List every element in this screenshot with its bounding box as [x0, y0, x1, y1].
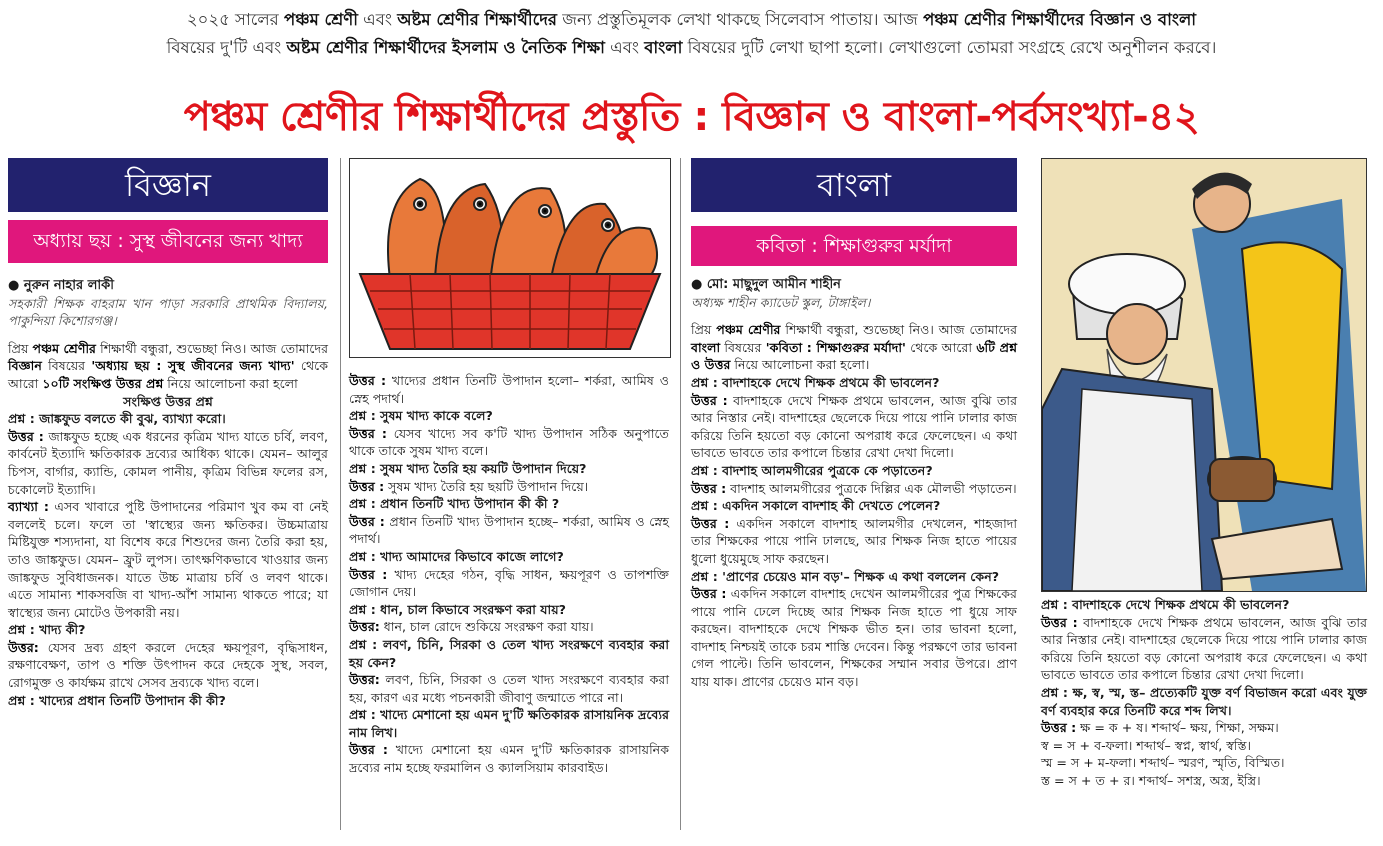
question: প্রশ্ন : খাদ্য আমাদের কিভাবে কাজে লাগে?	[349, 548, 564, 564]
answer-text: সুষম খাদ্য তৈরি হয় ছয়টি উপাদান দিয়ে।	[384, 478, 589, 494]
answer	[349, 372, 669, 407]
question: প্রশ্ন : জাঙ্কফুড বলতে কী বুঝ, ব্যাখ্যা করো।	[8, 411, 226, 427]
answer-text: খাদ্যে মেশানো হয় এমন দু'টি ক্ষতিকারক রাসায়নিক দ্রব্যের নাম হচ্ছে ফরমালিন ও ক্যালসিয়াম কারবাইড।	[349, 742, 670, 776]
text: থেকে আরো	[8, 358, 329, 391]
answer-text: ক্ষ = ক + ষ। শব্দার্থ– ক্ষয়, শিক্ষা, সক্ষম।	[1076, 720, 1279, 736]
text: শিক্ষার্থী বন্ধুরা, শুভেচ্ছা নিও। আজ তোমাদের	[95, 340, 329, 356]
bold: 'অধ্যায় ছয় : সুস্থ জীবনের জন্য খাদ্য'	[91, 358, 295, 374]
bold: বাংলা	[691, 339, 721, 355]
answer-label: উত্তর:	[8, 639, 39, 655]
intro-text-part: এবং	[357, 10, 398, 29]
text: বিষয়ের	[720, 339, 766, 355]
fish-basket-illustration	[349, 158, 671, 358]
answer	[349, 618, 669, 636]
answer-text: লবণ, চিনি, সিরকা ও তেল খাদ্য সংরক্ষণে ব্যবহার করা হয়, কারণ এর মধ্যে পচনকারী জীবাণু জন্মাতে পারে না।	[349, 672, 669, 705]
text: প্রিয়	[691, 322, 717, 338]
answer-label: উত্তর :	[8, 428, 44, 444]
explanation	[8, 498, 328, 621]
answer	[349, 741, 669, 776]
answer-label: উত্তর :	[349, 513, 385, 529]
answer-text: একদিন সকালে বাদশাহ আলমগীর দেখলেন, শাহজাদা তার শিক্ষকের পায়ে পানি ঢালছে, আর শিক্ষক নিজ হাতে পায়ের ধুলো ধুয়েমুছে সাফ করছেন।	[691, 515, 1017, 566]
science-subhead: সংক্ষিপ্ত উত্তর প্রশ্ন	[123, 393, 213, 409]
answer-label: ব্যাখ্যা :	[8, 499, 49, 515]
bangla-affiliation: অধ্যক্ষ শাহীন ক্যাডেট স্কুল, টাঙ্গাইল।	[691, 294, 871, 310]
question: প্রশ্ন : খাদ্যের প্রধান তিনটি উপাদান কী কী?	[8, 692, 226, 708]
question: প্রশ্ন : ধান, চাল কিভাবে সংরক্ষণ করা যায়?	[349, 601, 566, 617]
science-affiliation: সহকারী শিক্ষক বাহরাম খান পাড়া সরকারি প্রাথমিক বিদ্যালয়, পাকুন্দিয়া কিশোরগঞ্জ।	[8, 295, 328, 329]
answer-label: উত্তর :	[1041, 614, 1078, 630]
intro-text-part: জন্য প্রস্তুতিমূলক লেখা থাকছে সিলেবাস পাতায়। আজ	[556, 10, 924, 29]
intro-bold: পঞ্চম শ্রেণীর শিক্ষার্থীদের বিজ্ঞান ও বাংলা	[923, 10, 1197, 29]
teacher-prince-icon	[1042, 159, 1366, 591]
answer-label: উত্তর:	[349, 619, 380, 635]
answer-label: উত্তর :	[691, 586, 727, 602]
question: প্রশ্ন : লবণ, চিনি, সিরকা ও তেল খাদ্য সংরক্ষণে ব্যবহার করা হয় কেন?	[349, 636, 669, 670]
answer-label: উত্তর :	[691, 480, 727, 496]
question: প্রশ্ন : সুষম খাদ্য কাকে বলে?	[349, 408, 493, 424]
question: প্রশ্ন : বাদশাহকে দেখে শিক্ষক প্রথমে কী ভাবলেন?	[1041, 597, 1290, 612]
bangla-column-continued	[1041, 596, 1367, 790]
teacher-illustration	[1041, 158, 1367, 592]
intro-text	[10, 6, 1373, 62]
question: প্রশ্ন : 'প্রাণের চেয়েও মান বড়'– শিক্ষক এ কথা বললেন কেন?	[691, 568, 1000, 584]
answer-text: জাঙ্কফুড হচ্ছে এক ধরনের কৃত্রিম খাদ্য যাতে চর্বি, লবণ, কার্বনেট ইত্যাদি ক্ষতিকারক দ্রব্যের আধিক্য থাকে। যেমন– আলুর চিপস, বার্গার, ক্যান্ডি, কোমল পানীয়, কৃত্রিম বিভিন্ন ফলের রস, চকোলেট ইত্যাদি।	[8, 428, 329, 497]
intro-bold: পঞ্চম শ্রেণী	[284, 10, 358, 29]
science-author: ● নুরুন নাহার লাকী	[8, 278, 114, 293]
answer	[349, 671, 669, 706]
answer-label: উত্তর :	[349, 742, 388, 758]
bangla-poem: কবিতা : শিক্ষাগুরুর মর্যাদা	[691, 226, 1017, 266]
answer-label: উত্তর :	[349, 566, 388, 582]
science-intro	[8, 340, 328, 393]
answer-text: খাদ্য দেহের গঠন, বৃদ্ধি সাধন, ক্ষয়পূরণ ও তাপশক্তি জোগান দেয়।	[349, 566, 669, 600]
answer-label: উত্তর :	[349, 373, 387, 388]
intro-text-part: ২০২৫ সালের	[186, 10, 284, 29]
answer	[691, 515, 1017, 568]
science-title: বিজ্ঞান	[8, 158, 328, 212]
question: প্রশ্ন : প্রধান তিনটি খাদ্য উপাদান কী কী ?	[349, 496, 560, 512]
answer-text: একদিন সকালে বাদশাহ দেখেন আলমগীরের পুত্র শিক্ষকের পায়ে পানি ঢেলে দিচ্ছে আর শিক্ষক নিজ হাতে পা ধুয়ে সাফ করছেন। বাদশাহকে দেখে শিক্ষক ভীত হন। তার ভাবনা হলো, বাদশাহ নিশ্চয়ই তাকে চরম শাস্তি দেবেন। কিন্তু পরক্ষণে তার ভাবনা গেল পাল্টে। তিনি ভাবলেন, শিক্ষকের সম্মান সবার উপরে। প্রাণ যায় যাক। প্রাণের চেয়েও মান বড়।	[691, 586, 1017, 690]
answer	[349, 513, 669, 548]
answer	[691, 480, 1017, 498]
science-column-continued	[349, 372, 669, 777]
page-headline: পঞ্চম শ্রেণীর শিক্ষার্থীদের প্রস্তুতি : বিজ্ঞান ও বাংলা-পর্বসংখ্যা-৪২	[183, 94, 1200, 140]
answer	[349, 425, 669, 460]
answer-text: প্রধান তিনটি খাদ্য উপাদান হচ্ছে– শর্করা, আমিষ ও স্নেহ পদার্থ।	[349, 513, 669, 547]
text: নিয়ে আলোচনা করা হলো	[163, 375, 298, 391]
question: প্রশ্ন : বাদশাহকে দেখে শিক্ষক প্রথমে কী ভাবলেন?	[691, 374, 940, 390]
bold: পঞ্চম শ্রেণীর	[716, 322, 781, 338]
answer	[349, 478, 669, 496]
question: প্রশ্ন : একদিন সকালে বাদশাহ কী দেখতে পেলেন?	[691, 498, 941, 514]
bold: পঞ্চম শ্রেণীর	[32, 340, 96, 356]
answer-label: উত্তর :	[1041, 720, 1077, 736]
intro-text-part: বিষয়ের দুটি লেখা ছাপা হলো। লেখাগুলো তোমরা সংগ্রহে রেখে অনুশীলন করবে।	[682, 38, 1217, 57]
science-column	[8, 158, 328, 709]
answer-text: যেসব দ্রব্য গ্রহণ করলে দেহের ক্ষয়পূরণ, বৃদ্ধিসাধন, রক্ষণাবেক্ষণ, তাপ ও শক্তি উৎপাদন করে দেহকে সুস্থ, সবল, রোগমুক্ত ও কার্যক্ষম রাখে সেসব দ্রব্যকে খাদ্য বলে।	[8, 639, 328, 691]
answer	[691, 585, 1017, 691]
science-chapter: অধ্যায় ছয় : সুস্থ জীবনের জন্য খাদ্য	[8, 220, 328, 263]
text: বিষয়ের	[41, 358, 92, 374]
answer-text: খাদ্যের প্রধান তিনটি উপাদান হলো– শর্করা, আমিষ ও স্নেহ পদার্থ।	[349, 373, 670, 406]
bangla-author: ● মো: মাছুদুল আমীন শাহীন	[691, 277, 841, 292]
bangla-title: বাংলা	[691, 158, 1017, 212]
answer	[1041, 719, 1367, 737]
intro-text-part: বিষয়ের দু'টি এবং	[166, 38, 287, 57]
answer-text: বাদশাহকে দেখে শিক্ষক প্রথমে ভাবলেন, আজ বুঝি তার আর নিস্তার নেই। বাদশাহের ছেলেকে দিয়ে পায়ে পানি ঢালার কাজ করিয়ে তিনি হয়তো বড় কোনো অপরাধ করে ফেলেছেন। এ কথা ভাবতে ভাবতে তার কপালে চিন্তার রেখা দেখা দিলো।	[1041, 614, 1368, 683]
answer-line: স্ব = স + ব-ফলা। শব্দার্থ– স্বপ্ন, স্বার্থ, স্বস্তি।	[1041, 737, 1252, 753]
answer-text: বাদশাহকে দেখে শিক্ষক প্রথমে ভাবলেন, আজ বুঝি তার আর নিস্তার নেই। বাদশাহের ছেলেকে দিয়ে পায়ে পানি ঢালার কাজ করিয়ে তিনি হয়তো বড় কোনো অপরাধ করে ফেলেছেন। এ কথা ভাবতে ভাবতে তার কপালে চিন্তার রেখা দেখা দিলো।	[691, 392, 1018, 461]
intro-text-part: এবং	[604, 38, 645, 57]
answer-label: উত্তর :	[349, 425, 387, 441]
answer-label: উত্তর :	[691, 392, 728, 408]
answer-line: স্ম = স + ম-ফলা। শব্দার্থ– স্মরণ, স্মৃতি, বিস্মিত।	[1041, 755, 1285, 771]
question: প্রশ্ন : খাদ্য কী?	[8, 622, 86, 638]
text: নিয়ে আলোচনা করা হলো।	[730, 357, 870, 373]
intro-bold: বাংলা	[644, 38, 683, 57]
text: শিক্ষার্থী বন্ধুরা, শুভেচ্ছা নিও। আজ তোমাদের	[780, 322, 1018, 338]
answer-text: যেসব খাদ্যে সব ক'টি খাদ্য উপাদান সঠিক অনুপাতে থাকে তাকে সুষম খাদ্য বলে।	[349, 425, 669, 459]
question: প্রশ্ন : ক্ষ, স্ব, স্ম, স্ত– প্রত্যেকটি যুক্ত বর্ণ বিভাজন করো এবং যুক্ত বর্ণ ব্যবহার করে তিনটি করে শব্দ লিখ।	[1041, 684, 1367, 718]
answer-text: এসব খাবারে পুষ্টি উপাদানের পরিমাণ খুব কম বা নেই বললেই চলে। ফলে তা 'স্বাস্থ্যের জন্য ক্ষতিকর। উচ্চমাত্রায় মিষ্টিযুক্ত শস্যদানা, যা বিশেষ করে শিশুদের জন্য তৈরি করা হয়, তাও জাঙ্কফুড। যেমন– ফ্রুট লুপস। তাৎক্ষণিকভাবে খাওয়ার জন্য জাঙ্কফুড সুবিধাজনক। যাতে উচ্চ মাত্রায় চর্বি ও লবণ থাকে। এতে সামান্য শাকসবজি বা খাদ্য-আঁশ সামান্য থাকতে পারে; যা স্বাস্থ্যের জন্য মোটেও উপকারী নয়।	[8, 499, 328, 620]
answer	[1041, 614, 1367, 684]
answer	[8, 639, 328, 692]
column-divider	[340, 158, 341, 830]
answer-label: উত্তর :	[349, 478, 385, 494]
question: প্রশ্ন : বাদশাহ আলমগীরের পুত্রকে কে পড়াতেন?	[691, 462, 933, 478]
intro-bold: অষ্টম শ্রেণীর শিক্ষার্থীদের ইসলাম ও নৈতিক শিক্ষা	[286, 38, 605, 57]
answer-text: ধান, চাল রোদে শুকিয়ে সংরক্ষণ করা যায়।	[379, 619, 594, 635]
bold: ৬টি প্রশ্ন ও উত্তর	[691, 339, 1018, 373]
bangla-intro	[691, 321, 1017, 374]
answer-label: উত্তর:	[349, 672, 380, 688]
bold: ১০টি সংক্ষিপ্ত উত্তর প্রশ্ন	[42, 375, 164, 391]
question: প্রশ্ন : সুষম খাদ্য তৈরি হয় কয়টি উপাদান দিয়ে?	[349, 460, 587, 476]
answer	[691, 392, 1017, 462]
bangla-column	[691, 158, 1017, 691]
intro-bold: অষ্টম শ্রেণীর শিক্ষার্থীদের	[397, 10, 557, 29]
question: প্রশ্ন : খাদ্যে মেশানো হয় এমন দু'টি ক্ষতিকারক রাসায়নিক দ্রব্যের নাম লিখ।	[349, 707, 669, 740]
fish-basket-icon	[350, 159, 670, 357]
text: থেকে আরো	[905, 339, 977, 355]
answer	[349, 566, 669, 601]
answer-line: স্ত = স + ত + র। শব্দার্থ– সশস্ত্র, অস্ত্র, ইস্ত্রি।	[1041, 772, 1261, 788]
answer	[8, 428, 328, 498]
text: প্রিয়	[8, 340, 33, 356]
answer-label: উত্তর :	[691, 515, 730, 531]
answer-text: বাদশাহ আলমগীরের পুত্রকে দিল্লির এক মৌলভী পড়াতেন।	[726, 480, 1017, 496]
bold: বিজ্ঞান	[8, 358, 42, 374]
bold: 'কবিতা : শিক্ষাগুরুর মর্যাদা'	[765, 339, 906, 355]
column-divider	[680, 158, 681, 830]
